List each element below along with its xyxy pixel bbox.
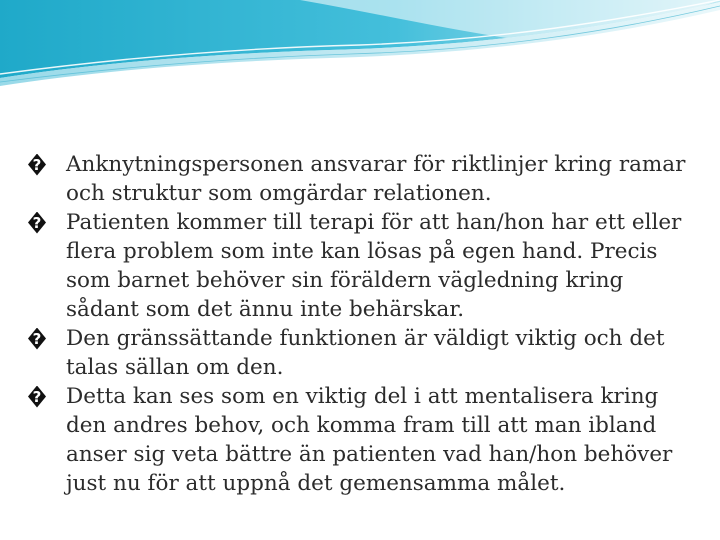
bullet-text: Patienten kommer till terapi för att han/hon har ett eller flera problem som inte kan lösas på egen hand. Precis som barnet behöver sin föräldern vägledning kring sådant som det ännu inte behärskar. <box>66 210 682 322</box>
missing-glyph-icon <box>24 152 50 177</box>
bullet-item <box>24 208 694 324</box>
missing-glyph-icon <box>24 384 50 409</box>
header-wave-decoration <box>0 0 720 90</box>
bullet-text: Detta kan ses som en viktig del i att mentalisera kring den andres behov, och komma fram till att man ibland anser sig veta bättre än patienten vad han/hon behöver just nu för att uppnå det gemensamma målet. <box>66 384 673 496</box>
bullet-item <box>24 382 694 498</box>
missing-glyph-icon <box>24 210 50 235</box>
bullet-list <box>24 150 694 498</box>
bullet-text: Den gränssättande funktionen är väldigt viktig och det talas sällan om den. <box>66 326 665 380</box>
bullet-item <box>24 324 694 382</box>
bullet-item <box>24 150 694 208</box>
bullet-text: Anknytningspersonen ansvarar för riktlinjer kring ramar och struktur som omgärdar relationen. <box>66 152 686 206</box>
missing-glyph-icon <box>24 326 50 351</box>
